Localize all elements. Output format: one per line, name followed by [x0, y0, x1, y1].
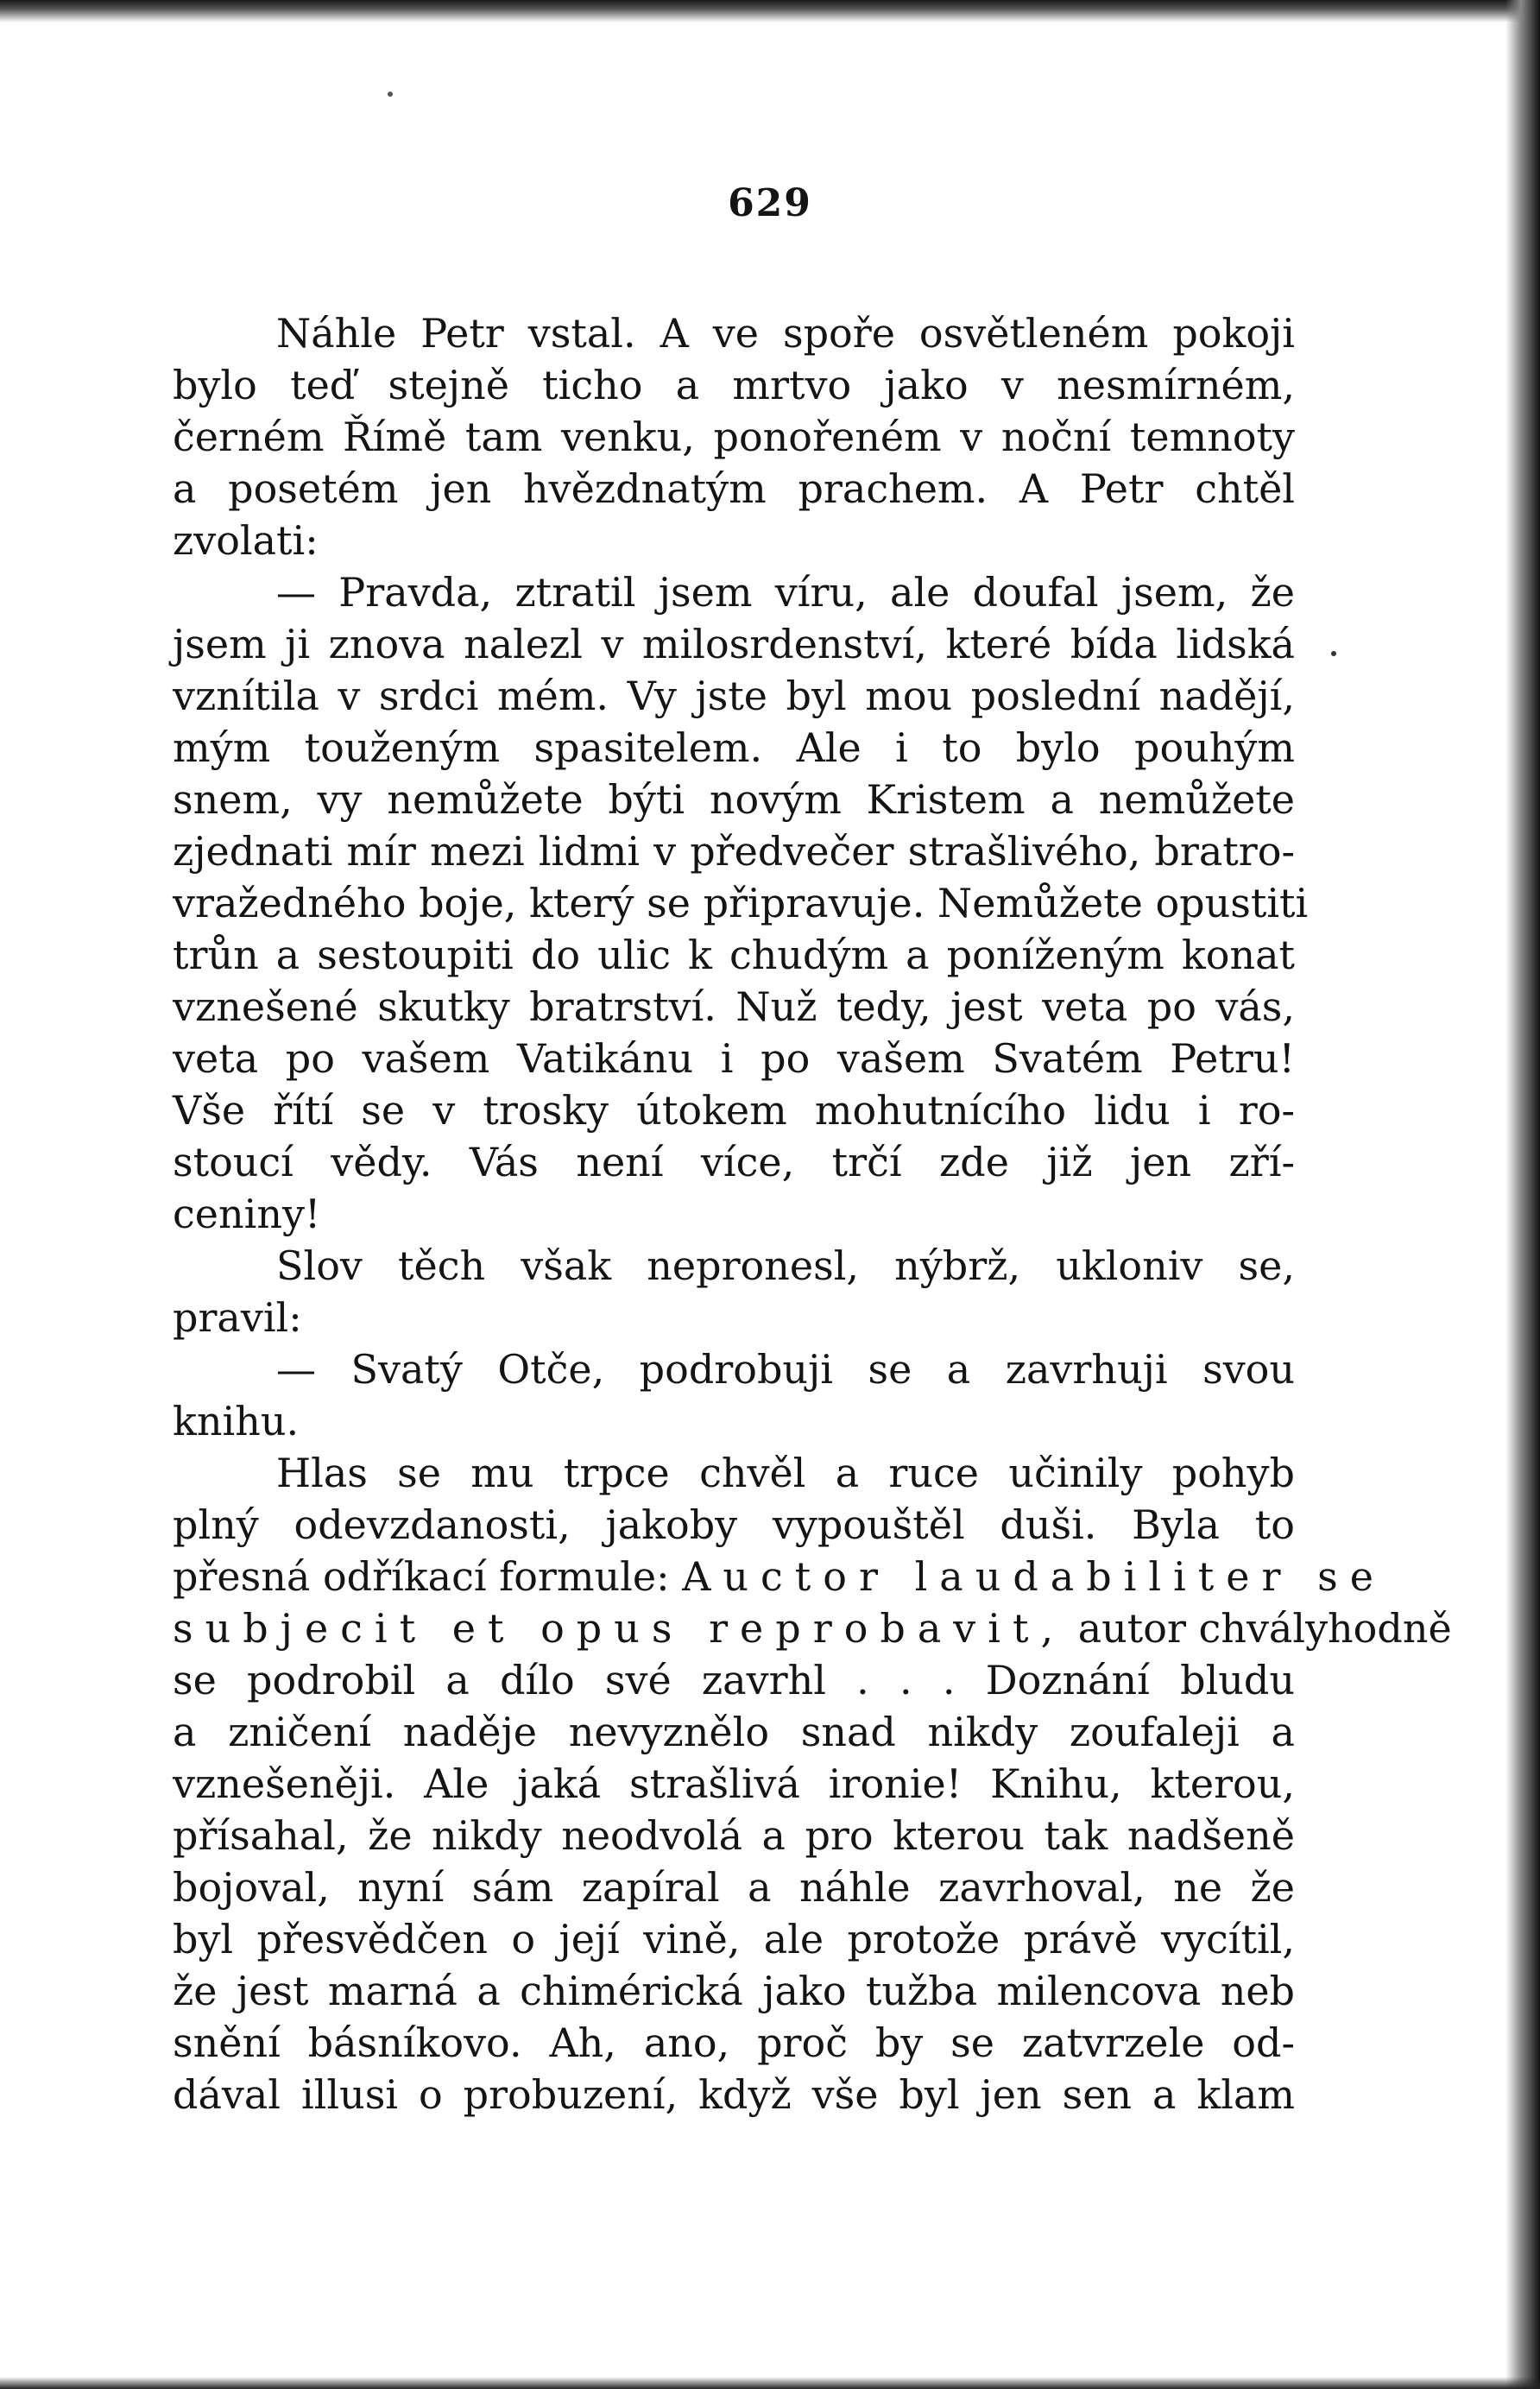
text-line: — Pravda, ztratil jsem víru, ale doufal jsem, že	[276, 569, 1295, 616]
text-line: jsem ji znova nalezl v milosrdenství, které bída lidská	[173, 621, 1295, 667]
text-line: vražedného boje, který se připravuje. Nemůžete opustiti	[173, 880, 1309, 926]
scan-edge-top	[0, 0, 1540, 22]
text-line: bojoval, nyní sám zapíral a náhle zavrhoval, ne že	[173, 1864, 1295, 1911]
page-number: 629	[728, 181, 812, 225]
text-line: snění básníkovo. Ah, ano, proč by se zatvrzele od-	[173, 2019, 1295, 2066]
body-text	[173, 307, 1452, 2120]
text-line: byl přesvědčen o její vině, ale protože právě vycítil,	[173, 1916, 1295, 1962]
text-line: Hlas se mu trpce chvěl a ruce učinily pohyb	[276, 1450, 1295, 1496]
margin-dot	[1331, 651, 1336, 656]
text-line: — Svatý Otče, podrobuji se a zavrhuji svou	[276, 1346, 1295, 1393]
text-line: Slov těch však nepronesl, nýbrž, ukloniv se,	[276, 1242, 1295, 1289]
text-line: že jest marná a chimérická jako tužba milencova neb	[173, 1968, 1295, 2014]
latin-phrase: Auctor laudabiliter se	[682, 1553, 1385, 1600]
text-line: vznešené skutky bratrství. Nuž tedy, jest veta po vás,	[173, 983, 1295, 1030]
text-line: a posetém jen hvězdnatým prachem. A Petr chtěl	[173, 465, 1295, 512]
text-line: ceniny!	[173, 1191, 321, 1237]
text-line: knihu.	[173, 1398, 300, 1444]
text-line: pravil:	[173, 1294, 302, 1341]
text-line: Vše řítí se v trosky útokem mohutnícího lidu i ro-	[173, 1087, 1295, 1134]
text-line: přísahal, že nikdy neodvolá a pro kterou tak nadšeně	[173, 1812, 1295, 1859]
text-span: autor chvályhodně	[1077, 1605, 1452, 1652]
text-line: dával illusi o probuzení, když vše byl jen sen a klam	[173, 2071, 1295, 2118]
text-span: přesná odříkací formule:	[173, 1553, 670, 1600]
latin-phrase: subjecit et opus reprobavit,	[173, 1605, 1066, 1652]
text-line: vznítila v srdci mém. Vy jste byl mou poslední nadějí,	[173, 673, 1295, 719]
scan-edge-right	[1505, 0, 1540, 2389]
text-line: bylo teď stejně ticho a mrtvo jako v nesmírném,	[173, 362, 1295, 408]
text-line: mým touženým spasitelem. Ale i to bylo pouhým	[173, 724, 1295, 771]
text-line: zjednati mír mezi lidmi v předvečer strašlivého, bratro-	[173, 828, 1295, 875]
text-line: zvolati:	[173, 517, 319, 564]
text-line: vznešeněji. Ale jaká strašlivá ironie! Knihu, kterou,	[173, 1760, 1295, 1807]
text-line: černém Římě tam venku, ponořeném v noční temnoty	[173, 414, 1295, 460]
text-line: se podrobil a dílo své zavrhl . . . Doznání bludu	[173, 1657, 1295, 1703]
text-line: snem, vy nemůžete býti novým Kristem a nemůžete	[173, 776, 1295, 823]
text-line: veta po vašem Vatikánu i po vašem Svatém Petru!	[173, 1035, 1295, 1082]
text-line: stoucí vědy. Vás není více, trčí zde již jen zří-	[173, 1139, 1295, 1185]
text-line: plný odevzdanosti, jakoby vypouštěl duši. Byla to	[173, 1501, 1295, 1548]
ink-speck	[388, 92, 393, 97]
text-line: a zničení naděje nevyznělo snad nikdy zoufaleji a	[173, 1709, 1295, 1755]
text-line-mixed	[173, 1602, 1452, 1654]
text-line: trůn a sestoupiti do ulic k chudým a poníženým konat	[173, 932, 1295, 978]
text-line: Náhle Petr vstal. A ve spoře osvětleném pokoji	[276, 310, 1295, 357]
scan-edge-bottom	[0, 2377, 1540, 2389]
text-line-mixed	[173, 1551, 1385, 1602]
